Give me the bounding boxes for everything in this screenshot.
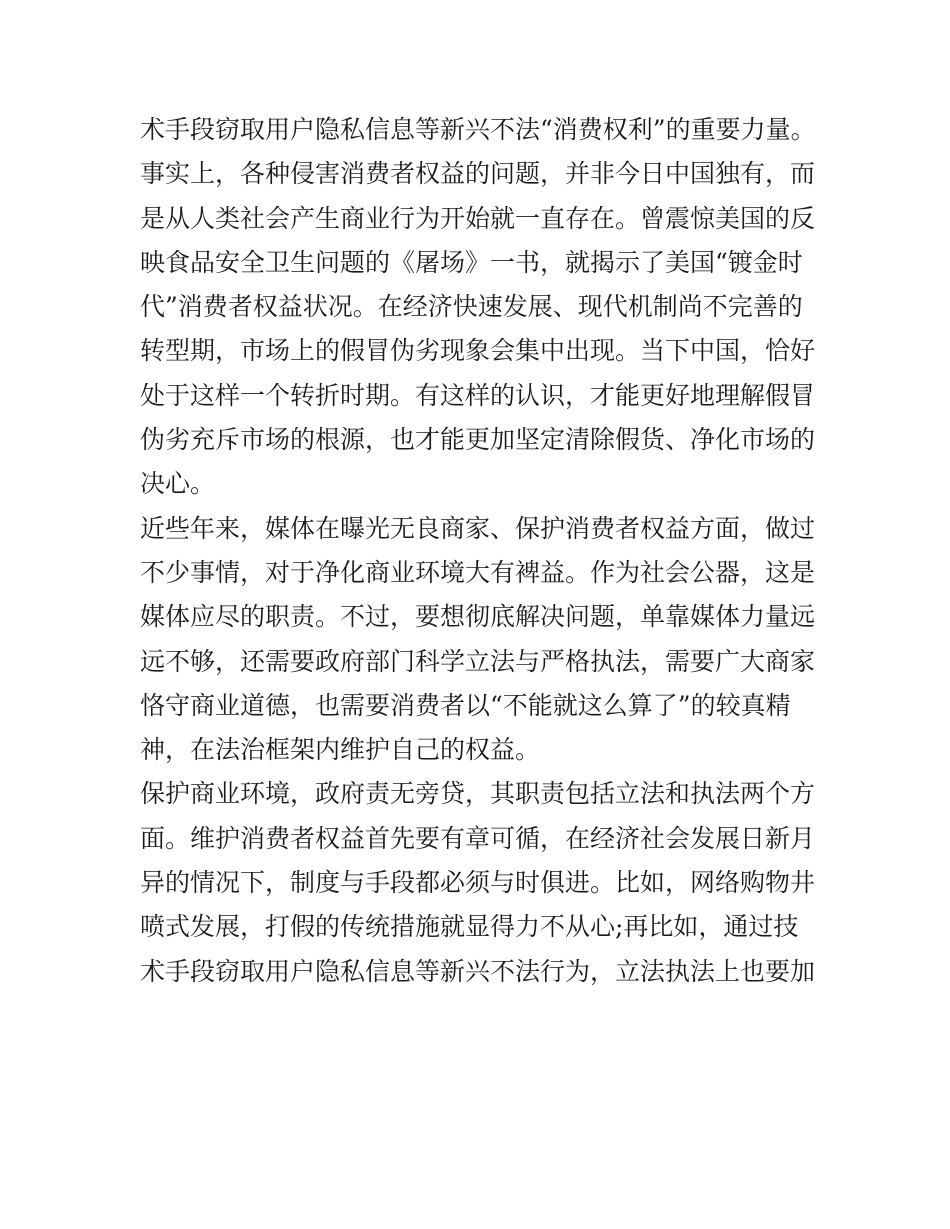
text-line: 不少事情，对于净化商业环境大有裨益。作为社会公器，这是 <box>140 557 816 587</box>
text-line: 决心。 <box>140 469 216 499</box>
text-line: 异的情况下，制度与手段都必须与时俱进。比如，网络购物井 <box>140 868 816 898</box>
text-line: 映食品安全卫生问题的《屠场》一书，就揭示了美国“镀金时 <box>140 247 803 277</box>
text-line: 神，在法治框架内维护自己的权益。 <box>140 735 541 765</box>
text-line: 代”消费者权益状况。在经济快速发展、现代机制尚不完善的 <box>140 292 803 322</box>
text-line: 事实上，各种侵害消费者权益的问题，并非今日中国独有，而 <box>140 159 816 189</box>
text-line: 远不够，还需要政府部门科学立法与严格执法，需要广大商家 <box>140 646 816 676</box>
text-line: 恪守商业道德，也需要消费者以“不能就这么算了”的较真精 <box>140 690 791 720</box>
text-line: 近些年来，媒体在曝光无良商家、保护消费者权益方面，做过 <box>140 513 816 543</box>
text-line: 术手段窃取用户隐私信息等新兴不法“消费权利”的重要力量。 <box>140 115 816 144</box>
text-line: 面。维护消费者权益首先要有章可循，在经济社会发展日新月 <box>140 823 816 853</box>
body-text <box>140 108 820 994</box>
text-line: 伪劣充斥市场的根源，也才能更加坚定清除假货、净化市场的 <box>140 425 816 455</box>
text-line: 喷式发展，打假的传统措施就显得力不从心;再比如，通过技 <box>140 912 799 942</box>
text-line: 媒体应尽的职责。不过，要想彻底解决问题，单靠媒体力量远 <box>140 602 816 632</box>
text-line: 转型期，市场上的假冒伪劣现象会集中出现。当下中国，恰好 <box>140 336 816 366</box>
text-line: 术手段窃取用户隐私信息等新兴不法行为，立法执法上也要加 <box>140 956 816 986</box>
text-line: 处于这样一个转折时期。有这样的认识，才能更好地理解假冒 <box>140 380 816 410</box>
text-line: 是从人类社会产生商业行为开始就一直存在。曾震惊美国的反 <box>140 203 816 233</box>
text-line: 保护商业环境，政府责无旁贷，其职责包括立法和执法两个方 <box>140 779 816 809</box>
